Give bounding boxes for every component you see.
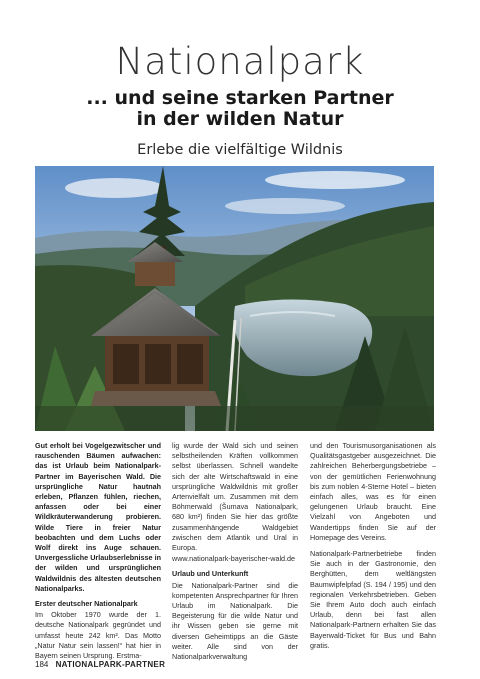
section-heading-vacation: Urlaub und Unterkunft: [172, 569, 249, 579]
page-title: Nationalpark: [115, 40, 365, 83]
landscape-photo: [35, 166, 434, 431]
column-3: [310, 441, 436, 652]
lead-paragraph: Gut erholt bei Vogelgezwitscher und rauschenden Bäumen aufwachen: das ist Urlaub beim Nationalpark-Partner im Bayerischen Wald. Die ursprüngliche Natur hautnah erleben, Pflanzen fühlen, riechen, anfassen oder bei einer Wildkräuterwanderung probieren. Wilde Tiere in freier Natur beobachten und dem Luchs oder Wolf direkt ins Auge schauen. Unvergessliche Urlaubserlebnisse in der wilden und ursprünglichen Waldwildnis des ältesten deutschen Nationalparks.: [35, 441, 161, 593]
page-footer: [35, 660, 165, 669]
column-1: [35, 441, 161, 662]
section-label: NATIONALPARK-PARTNER: [55, 660, 166, 669]
page-number: 184: [35, 660, 49, 669]
paragraph: Die Nationalpark-Partner sind die kompetenten Ansprechpartner für Ihren Urlaub im Nationalpark. Die Begeisterung für die wilde Natur und ihr Wissen geben sie gerne mit diversen Geheimtipps an die Gäste weiter. Alle sind von der Nationalparkverwaltung: [172, 580, 298, 662]
paragraph: und den Tourismusorganisationen als Qualitätsgastgeber ausgezeichnet. Die zahlreichen Beherbergungsbetriebe – von der gemütlichen Ferienwohnung bis zum noblen 4-Sterne Hotel – bieten einfach alles, was es für einen gelungenen Urlaub braucht. Eine Vielzahl von Angeboten und Wandertipps finden Sie auf der Homepage des Vereins.: [310, 441, 436, 542]
subtitle-line-1: ... und seine starken Partner: [86, 87, 394, 109]
tagline: Erlebe die vielfältige Wildnis: [137, 142, 343, 158]
website-link[interactable]: www.nationalpark-bayerischer-wald.de: [172, 554, 296, 564]
section-heading-national-park: Erster deutscher Nationalpark: [35, 599, 138, 609]
lake-and-tower-illustration: [35, 166, 434, 431]
subtitle-line-2: in der wilden Natur: [136, 108, 344, 130]
page-subtitle: [0, 88, 480, 130]
paragraph: lig wurde der Wald sich und seinen selbstheilenden Kräften vollkommen selbst überlassen. Schnell wandelte sich der alte Wirtschaftswald in eine ursprüngliche Waldwildnis mit großer Artenvielfalt um. Zusammen mit dem Böhmerwald (Šumava Nationalpark, 680 km²) finden Sie hier das größte zusammenhängende Waldgebiet zwischen dem Atlantik und Ural in Europa.: [172, 441, 298, 553]
column-2: [172, 441, 298, 663]
paragraph: Nationalpark-Partnerbetriebe finden Sie auch in der Gastronomie, den Berghütten, dem weltlängsten Baumwipfelpfad (S. 194 / 195) und den regionalen Verkehrsbetrieben. Geben Sie Ihrem Auto doch auch einfach Urlaub, denn bei fast allen Nationalpark-Partnern erhalten Sie das Bayerwald-Ticket für Bus und Bahn gratis.: [310, 549, 436, 650]
paragraph: Im Oktober 1970 wurde der 1. deutsche Nationalpark gegründet und umfasst heute 242 km². Das Motto „Natur Natur sein lassen!“ hat hier in Bayern seinen Ursprung. Erstma-: [35, 610, 161, 661]
